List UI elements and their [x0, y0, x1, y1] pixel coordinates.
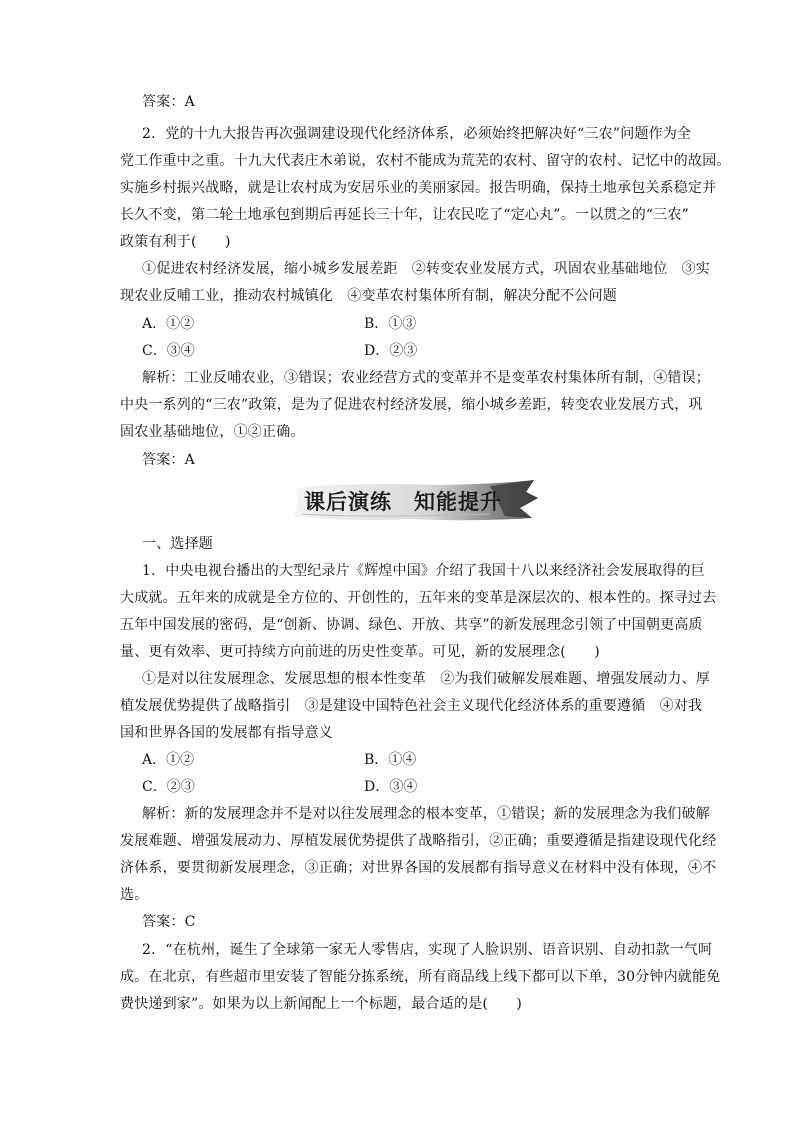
question-stem-line: 成。在北京，有些超市里安装了智能分拣系统，所有商品线上线下都可以下单，30分钟内就能免 — [120, 969, 721, 985]
option-c: C．③④ — [142, 343, 195, 359]
question-stem-line: 实施乡村振兴战略，就是让农村成为安居乐业的美丽家园。报告明确，保持土地承包关系稳定并 — [120, 180, 717, 196]
question-stem-line: 大成就。五年来的成就是全方位的、开创性的，五年来的变革是深层次的、根本性的。探寻过去 — [120, 590, 717, 606]
question-stem-line: 五年中国发展的密码，是“创新、协调、绿色、开放、共享”的新发展理念引领了中国朝更高质 — [120, 617, 703, 633]
option-b: B．①③ — [364, 316, 417, 332]
question-stem-line: 政策有利于( ) — [120, 234, 231, 250]
question-stem-line: 费快递到家”。如果为以上新闻配上一个标题，最合适的是( ) — [120, 996, 523, 1012]
question-stem-line: 长久不变，第二轮土地承包到期后再延长三十年，让农民吃了“定心丸”。一以贯之的“三农” — [120, 207, 690, 223]
section-banner — [290, 478, 540, 524]
analysis-line: 固农业基础地位，①②正确。 — [120, 424, 305, 440]
question-stem-line: 量、更有效率、更可持续方向前进的历史性变革。可见，新的发展理念( ) — [120, 644, 600, 660]
answer-label: 答案：C — [142, 914, 196, 930]
statement-line: 国和世界各国的发展都有指导意义 — [120, 725, 333, 741]
option-c: C．②③ — [142, 779, 195, 795]
option-a: A．①② — [142, 316, 195, 332]
analysis-line: 选。 — [120, 887, 149, 903]
question-stem-line: 2．党的十九大报告再次强调建设现代化经济体系，必须始终把解决好“三农”问题作为全 — [142, 126, 692, 142]
statement-line: ①是对以往发展理念、发展思想的根本性变革 ②为我们破解发展难题、增强发展动力、厚 — [142, 671, 710, 687]
option-d: D．③④ — [364, 779, 418, 795]
answer-label: 答案：A — [142, 94, 195, 110]
question-stem-line: 1．中央电视台播出的大型纪录片《辉煌中国》介绍了我国十八以来经济社会发展取得的巨 — [142, 563, 705, 579]
analysis-line: 发展难题、增强发展动力、厚植发展优势提供了战略指引，②正确；重要遵循是指建设现代化经 — [120, 833, 717, 849]
statement-line: 现农业反哺工业，推动农村城镇化 ④变革农村集体所有制，解决分配不公问题 — [120, 288, 617, 304]
question-stem-line: 党工作重中之重。十九大代表庄木弟说，农村不能成为荒芜的农村、留守的农村、记忆中的故园。 — [120, 153, 731, 169]
section-heading: 一、选择题 — [142, 536, 213, 552]
option-b: B．①④ — [364, 752, 417, 768]
analysis-line: 解析：工业反哺农业，③错误；农业经营方式的变革并不是变革农村集体所有制，④错误； — [142, 370, 710, 386]
statement-line: 植发展优势提供了战略指引 ③是建设中国特色社会主义现代化经济体系的重要遵循 ④对我 — [120, 698, 703, 714]
option-d: D．②③ — [364, 343, 418, 359]
answer-label: 答案：A — [142, 452, 195, 468]
analysis-line: 解析：新的发展理念并不是对以往发展理念的根本变革，①错误；新的发展理念为我们破解 — [142, 806, 710, 822]
analysis-line: 济体系，要贯彻新发展理念，③正确；对世界各国的发展都有指导意义在材料中没有体现，④不 — [120, 860, 717, 876]
option-a: A．①② — [142, 752, 195, 768]
banner-title: 课后演练 知能提升 — [304, 490, 502, 514]
analysis-line: 中央一系列的“三农”政策，是为了促进农村经济发展，缩小城乡差距，转变农业发展方式，巩 — [120, 397, 703, 413]
statement-line: ①促进农村经济发展，缩小城乡发展差距 ②转变农业发展方式，巩固农业基础地位 ③实 — [142, 261, 710, 277]
question-stem-line: 2．“在杭州，诞生了全球第一家无人零售店，实现了人脸识别、语音识别、自动扣款一气呵 — [142, 942, 713, 958]
